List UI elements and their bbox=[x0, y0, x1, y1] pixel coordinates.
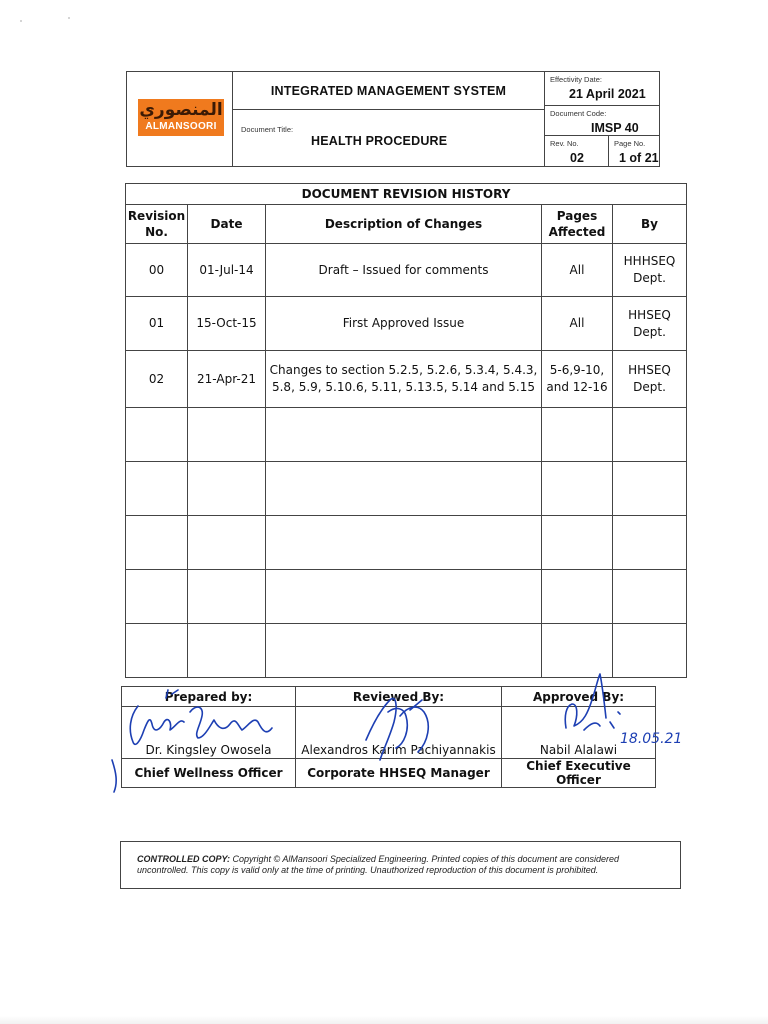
revision-number-label: Rev. No. bbox=[550, 139, 579, 148]
table-row bbox=[126, 297, 687, 351]
page-number-label: Page No. bbox=[614, 139, 646, 148]
approver-name: Nabil Alalawi bbox=[502, 707, 656, 759]
by-cell: HHSEQ Dept. bbox=[613, 297, 687, 351]
by-cell: HHSEQ Dept. bbox=[613, 351, 687, 408]
document-code-box bbox=[545, 106, 659, 136]
reviewer-name: Alexandros Karim Pachiyannakis bbox=[296, 707, 502, 759]
empty-cell bbox=[613, 570, 687, 624]
empty-cell bbox=[126, 570, 188, 624]
controlled-copy-text: Copyright © AlMansoori Specialized Engineering. Printed copies of this document are considered uncontrolled. This copy is valid only at the time of printing. Unauthorized reproduction of this document is prohibited. bbox=[137, 854, 620, 875]
almansoori-logo bbox=[138, 99, 224, 136]
empty-cell bbox=[188, 408, 266, 462]
effectivity-date-box bbox=[545, 72, 659, 106]
empty-cell bbox=[188, 624, 266, 678]
revision-cell: 02 bbox=[126, 351, 188, 408]
document-title-label: Document Title: bbox=[241, 125, 294, 134]
scan-speck bbox=[20, 20, 22, 22]
pages-cell: 5-6,9-10, and 12-16 bbox=[542, 351, 613, 408]
logo-english-text: ALMANSOORI bbox=[145, 121, 217, 132]
table-row bbox=[126, 351, 687, 408]
preparer-title: Chief Wellness Officer bbox=[122, 759, 296, 788]
empty-cell bbox=[613, 462, 687, 516]
column-header: Revision No. bbox=[126, 205, 188, 244]
scan-speck bbox=[68, 17, 70, 19]
table-row bbox=[126, 244, 687, 297]
revision-history-table bbox=[125, 183, 687, 678]
document-code-label: Document Code: bbox=[550, 109, 607, 118]
empty-cell bbox=[542, 624, 613, 678]
description-cell: First Approved Issue bbox=[266, 297, 542, 351]
empty-cell bbox=[542, 570, 613, 624]
empty-cell bbox=[542, 408, 613, 462]
reviewed-by-label: Reviewed By: bbox=[296, 687, 502, 707]
logo-cell bbox=[127, 72, 233, 166]
approver-handwritten-date: 18.05.21 bbox=[620, 731, 683, 747]
pages-cell: All bbox=[542, 297, 613, 351]
empty-cell bbox=[613, 516, 687, 570]
logo-arabic-text: المنصوري bbox=[139, 100, 223, 120]
empty-cell bbox=[542, 516, 613, 570]
pages-cell: All bbox=[542, 244, 613, 297]
empty-cell bbox=[266, 408, 542, 462]
empty-cell bbox=[266, 462, 542, 516]
column-header: Description of Changes bbox=[266, 205, 542, 244]
empty-cell bbox=[188, 570, 266, 624]
empty-cell bbox=[126, 462, 188, 516]
revision-number-box bbox=[545, 136, 609, 166]
column-header: By bbox=[613, 205, 687, 244]
empty-cell bbox=[266, 570, 542, 624]
date-cell: 21-Apr-21 bbox=[188, 351, 266, 408]
empty-row bbox=[126, 516, 687, 570]
reviewer-title: Corporate HHSEQ Manager bbox=[296, 759, 502, 788]
prepared-by-label: Prepared by: bbox=[122, 687, 296, 707]
approval-table bbox=[121, 686, 656, 788]
empty-cell bbox=[188, 516, 266, 570]
empty-cell bbox=[613, 408, 687, 462]
revision-cell: 00 bbox=[126, 244, 188, 297]
document-code: IMSP 40 bbox=[591, 121, 639, 135]
empty-row bbox=[126, 408, 687, 462]
controlled-copy-label: CONTROLLED COPY: bbox=[137, 854, 231, 864]
date-cell: 15-Oct-15 bbox=[188, 297, 266, 351]
by-cell: HHHSEQ Dept. bbox=[613, 244, 687, 297]
empty-row bbox=[126, 624, 687, 678]
date-cell: 01-Jul-14 bbox=[188, 244, 266, 297]
controlled-copy-notice bbox=[120, 841, 681, 889]
system-title: INTEGRATED MANAGEMENT SYSTEM bbox=[233, 72, 544, 110]
effectivity-date-label: Effectivity Date: bbox=[550, 75, 602, 84]
revision-history-title: DOCUMENT REVISION HISTORY bbox=[126, 184, 687, 205]
effectivity-date: 21 April 2021 bbox=[569, 87, 646, 101]
empty-cell bbox=[126, 624, 188, 678]
preparer-name: Dr. Kingsley Owosela bbox=[122, 707, 296, 759]
description-cell: Changes to section 5.2.5, 5.2.6, 5.3.4, 5.4.3, 5.8, 5.9, 5.10.6, 5.11, 5.13.5, 5.14 and 5.15 bbox=[266, 351, 542, 408]
empty-cell bbox=[613, 624, 687, 678]
revision-cell: 01 bbox=[126, 297, 188, 351]
empty-row bbox=[126, 462, 687, 516]
column-header: Date bbox=[188, 205, 266, 244]
empty-cell bbox=[266, 516, 542, 570]
empty-row bbox=[126, 570, 687, 624]
empty-cell bbox=[188, 462, 266, 516]
document-header bbox=[126, 71, 660, 167]
empty-cell bbox=[542, 462, 613, 516]
approved-by-label: Approved By: bbox=[502, 687, 656, 707]
empty-cell bbox=[266, 624, 542, 678]
page-number: 1 of 21 bbox=[619, 151, 659, 165]
revision-number: 02 bbox=[570, 151, 584, 165]
scan-page-edge bbox=[0, 1016, 768, 1024]
approver-title: Chief Executive Officer bbox=[502, 759, 656, 788]
page-number-box bbox=[609, 136, 659, 166]
empty-cell bbox=[126, 408, 188, 462]
empty-cell bbox=[126, 516, 188, 570]
title-cell bbox=[233, 72, 545, 166]
document-meta bbox=[545, 72, 659, 166]
column-header: Pages Affected bbox=[542, 205, 613, 244]
document-title: HEALTH PROCEDURE bbox=[311, 134, 448, 148]
description-cell: Draft – Issued for comments bbox=[266, 244, 542, 297]
